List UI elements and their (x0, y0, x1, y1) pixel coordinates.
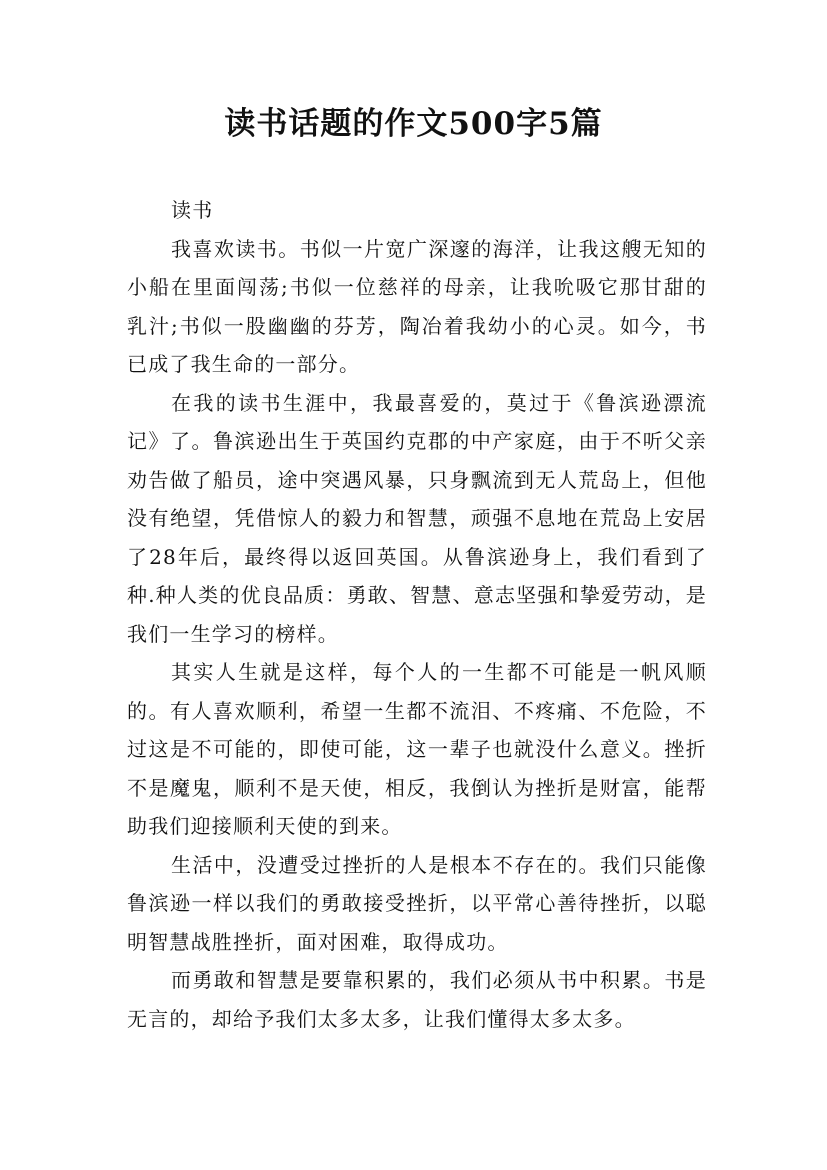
paragraph: 在我的读书生涯中，我最喜爱的，莫过于《鲁滨逊漂流记》了。鲁滨逊出生于英国约克郡的中产家庭，由于不听父亲劝告做了船员，途中突遇风暴，只身飘流到无人荒岛上，但他没有绝望，凭借惊人的毅力和智慧，顽强不息地在荒岛上安居了28年后，最终得以返回英国。从鲁滨逊身上，我们看到了种.种人类的优良品质：勇敢、智慧、意志坚强和挚爱劳动，是我们一生学习的榜样。 (127, 390, 707, 646)
paragraph: 其实人生就是这样，每个人的一生都不可能是一帆风顺的。有人喜欢顺利，希望一生都不流泪、不疼痛、不危险，不过这是不可能的，即使可能，这一辈子也就没什么意义。挫折不是魔鬼，顺利不是天使，相反，我倒认为挫折是财富，能帮助我们迎接顺利天使的到来。 (127, 660, 707, 838)
document-title: 读书话题的作文500字5篇 (224, 106, 603, 142)
section-heading: 读书 (171, 198, 214, 222)
paragraph: 我喜欢读书。书似一片宽广深邃的海洋，让我这艘无知的小船在里面闯荡;书似一位慈祥的母亲，让我吮吸它那甘甜的乳汁;书似一股幽幽的芬芳，陶冶着我幼小的心灵。如今，书已成了我生命的一部分。 (127, 236, 707, 376)
document-body (127, 191, 707, 1038)
paragraph: 而勇敢和智慧是要靠积累的，我们必须从书中积累。书是无言的，却给予我们太多太多，让我们懂得太多太多。 (127, 968, 707, 1031)
paragraph: 生活中，没遭受过挫折的人是根本不存在的。我们只能像鲁滨逊一样以我们的勇敢接受挫折，以平常心善待挫折，以聪明智慧战胜挫折，面对困难，取得成功。 (127, 852, 707, 954)
